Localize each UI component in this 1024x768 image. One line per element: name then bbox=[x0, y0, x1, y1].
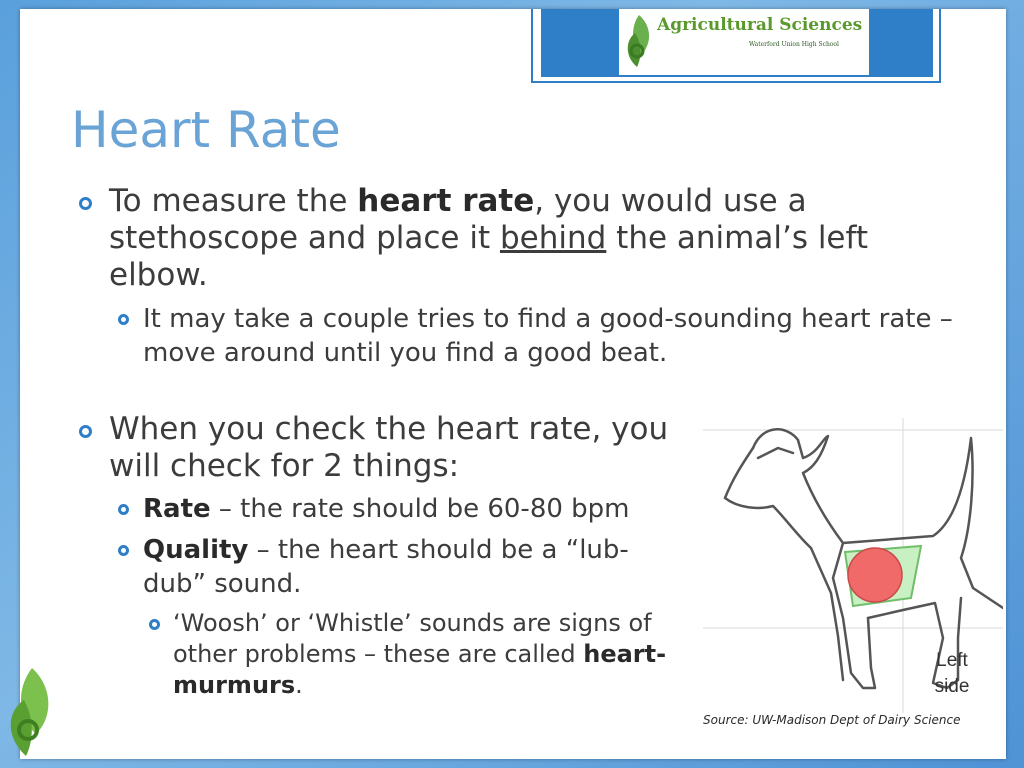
bullet-1-text-a: To measure the bbox=[109, 183, 358, 219]
logo-banner bbox=[531, 9, 941, 83]
left-side-label: Left side bbox=[934, 650, 970, 697]
murmur-text-a: ‘Woosh’ or ‘Whistle’ sounds are signs of other problems – these are called bbox=[173, 609, 652, 668]
bullet-1-underline: behind bbox=[499, 220, 607, 256]
bullet-1 bbox=[109, 183, 949, 294]
quality-label: Quality bbox=[143, 535, 249, 565]
logo-background bbox=[541, 9, 933, 77]
logo-card bbox=[619, 9, 869, 75]
leaf-logo-icon bbox=[621, 11, 657, 73]
bullet-2-1 bbox=[143, 492, 703, 526]
bullet-2: When you check the heart rate, you will check for 2 things: bbox=[109, 411, 669, 484]
bullet-1-bold: heart rate bbox=[357, 183, 535, 219]
murmur-bold: heart-murmurs bbox=[173, 640, 667, 699]
bullet-1-text-c: the animal’s left elbow. bbox=[109, 220, 869, 293]
leaf-logo-icon bbox=[0, 664, 60, 764]
heart-marker bbox=[848, 548, 902, 602]
bullet-icon bbox=[79, 197, 92, 210]
bullet-1-text-b: , you would use a stethoscope and place it bbox=[109, 183, 807, 256]
bullet-1-1: It may take a couple tries to find a good-sounding heart rate – move around until you find a good beat. bbox=[143, 304, 953, 368]
bullet-icon bbox=[79, 425, 92, 438]
quality-text: – the heart should be a “lub-dub” sound. bbox=[143, 535, 629, 599]
rate-label: Rate bbox=[143, 494, 211, 524]
slide-title: Heart Rate bbox=[71, 101, 341, 159]
bullet-2-2 bbox=[143, 533, 643, 601]
bullet-icon bbox=[118, 504, 129, 515]
logo-subtitle: Waterford Union High School bbox=[749, 41, 839, 48]
logo-title: Agricultural Sciences bbox=[657, 15, 863, 35]
bullet-2-2-1 bbox=[173, 608, 673, 701]
murmur-text-b: . bbox=[295, 671, 303, 699]
bullet-icon bbox=[118, 314, 129, 325]
rate-text: – the rate should be 60-80 bpm bbox=[210, 494, 630, 524]
source-citation: Source: UW-Madison Dept of Dairy Science bbox=[703, 713, 961, 727]
bullet-icon bbox=[118, 545, 129, 556]
bullet-icon bbox=[149, 619, 160, 630]
